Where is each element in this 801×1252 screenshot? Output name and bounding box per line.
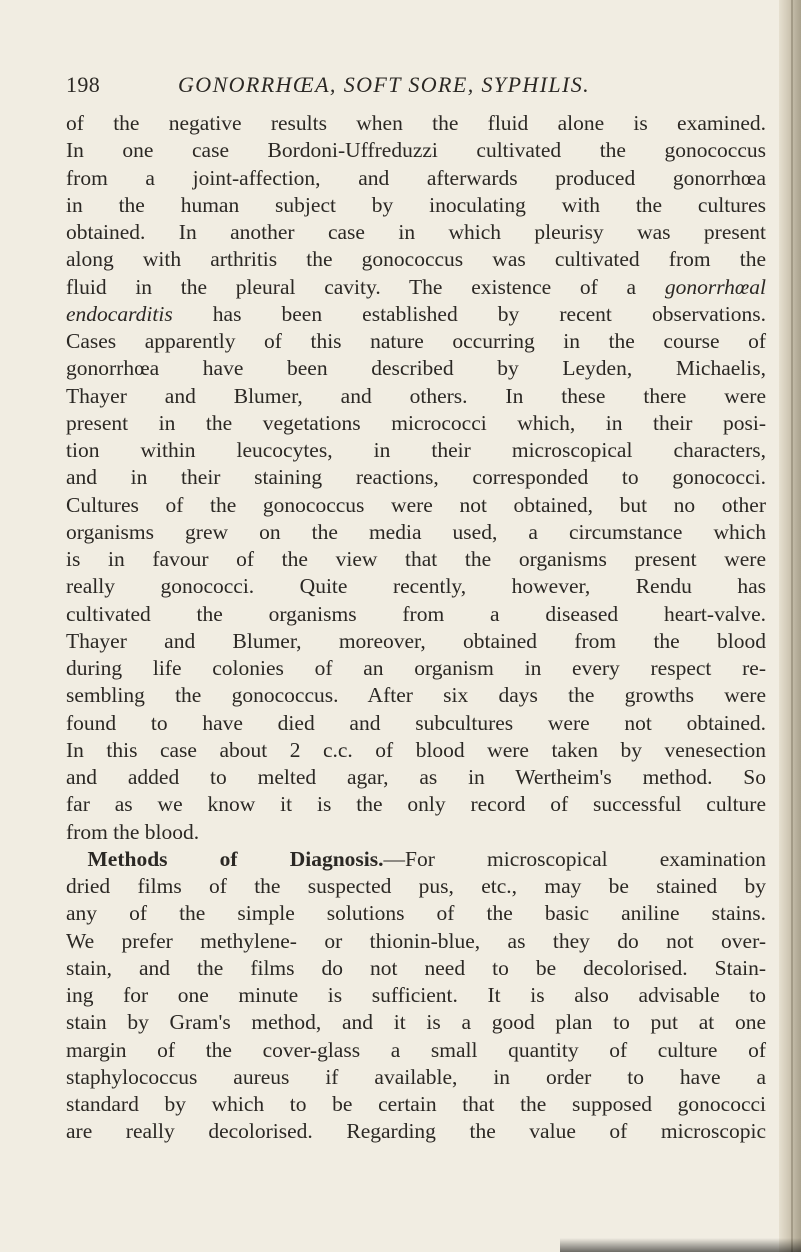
italic-term: endocarditis — [66, 301, 173, 326]
italic-term: gonorrhœal — [664, 274, 766, 299]
text-line: along with arthritis the gonococcus was cultivated from the — [66, 247, 766, 272]
text-line: are really decolorised. Regarding the value of microscopic — [66, 1119, 766, 1144]
text-line: stain, and the films do not need to be decolorised. Stain- — [66, 955, 766, 980]
text-line: standard by which to be certain that the supposed gonococci — [66, 1092, 766, 1116]
text-line: from a joint-affection, and afterwards produced gonorrhœa — [66, 165, 766, 190]
section-heading: Methods of Diagnosis. — [87, 846, 384, 871]
text-line-mixed — [66, 301, 766, 328]
text-line: ing for one minute is sufficient. It is also advisable to — [66, 983, 766, 1007]
text-line: and added to melted agar, as in Wertheim's method. So — [66, 765, 766, 789]
text-line-mixed — [66, 846, 766, 873]
text-line: in the human subject by inoculating with the cultures — [66, 192, 766, 217]
text-line: and in their staining reactions, corresponded to gonococci. — [66, 465, 766, 490]
text-run: —For microscopical examination — [383, 846, 766, 871]
text-line-mixed — [66, 274, 766, 301]
text-line: from the blood. — [66, 819, 200, 844]
text-line: Cases apparently of this nature occurring in the course of — [66, 329, 766, 353]
text-line: is in favour of the view that the organisms present were — [66, 547, 766, 571]
text-line: tion within leucocytes, in their microscopical characters, — [66, 438, 766, 462]
text-line: sembling the gonococcus. After six days the growths were — [66, 683, 766, 708]
page-number: 198 — [66, 72, 101, 97]
text-line: dried films of the suspected pus, etc., may be stained by — [66, 874, 766, 898]
text-line: stain by Gram's method, and it is a good plan to put at one — [66, 1010, 766, 1035]
text-line: during life colonies of an organism in every respect re- — [66, 656, 766, 680]
text-line: cultivated the organisms from a diseased heart-valve. — [66, 601, 766, 626]
running-head — [66, 72, 756, 104]
text-line: present in the vegetations micrococci which, in their posi- — [66, 410, 766, 435]
text-line: organisms grew on the media used, a circumstance which — [66, 519, 766, 544]
text-line: We prefer methylene- or thionin-blue, as they do not over- — [66, 928, 766, 953]
text-line: far as we know it is the only record of successful culture — [66, 792, 766, 817]
text-line: really gonococci. Quite recently, however, Rendu has — [66, 574, 766, 599]
page-shadow — [560, 1238, 801, 1252]
text-line: In this case about 2 c.c. of blood were taken by venesection — [66, 737, 766, 762]
text-line: gonorrhœa have been described by Leyden, Michaelis, — [66, 356, 766, 381]
text-line: staphylococcus aureus if available, in order to have a — [66, 1064, 766, 1089]
text-line: margin of the cover-glass a small quantity of culture of — [66, 1037, 766, 1062]
page-edge — [779, 0, 801, 1252]
text-line: Thayer and Blumer, and others. In these there were — [66, 383, 766, 408]
page-edge-line — [791, 0, 793, 1252]
text-line: found to have died and subcultures were not obtained. — [66, 710, 766, 735]
text-line: any of the simple solutions of the basic aniline stains. — [66, 901, 766, 926]
text-line: In one case Bordoni-Uffreduzzi cultivated the gonococcus — [66, 138, 766, 163]
running-title: GONORRHŒA, SOFT SORE, SYPHILIS. — [178, 72, 591, 97]
text-line: Thayer and Blumer, moreover, obtained from the blood — [66, 628, 766, 653]
text-line: of the negative results when the fluid alone is examined. — [66, 111, 766, 135]
text-line: obtained. In another case in which pleurisy was present — [66, 220, 766, 244]
text-run: fluid in the pleural cavity. The existence of a — [66, 274, 637, 299]
text-line: Cultures of the gonococcus were not obtained, but no other — [66, 492, 766, 517]
body-text — [66, 110, 766, 1146]
text-run: has been established by recent observations. — [212, 301, 766, 326]
